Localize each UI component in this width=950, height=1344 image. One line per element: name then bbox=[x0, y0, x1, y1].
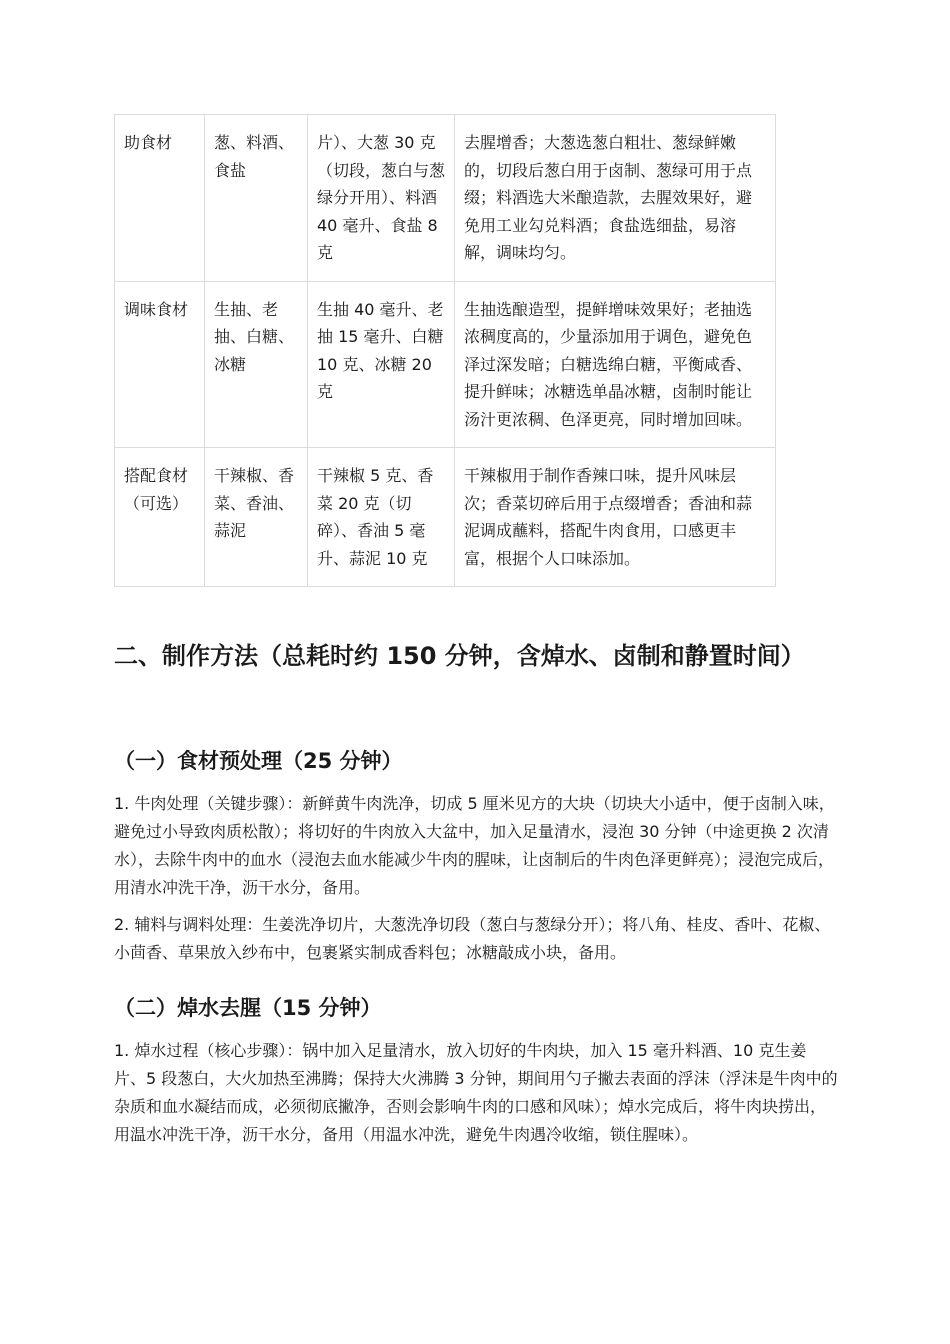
table-row bbox=[115, 281, 776, 448]
cell-ingredient: 干辣椒、香菜、香油、蒜泥 bbox=[205, 448, 308, 587]
table-row bbox=[115, 448, 776, 587]
paragraph-seasoning-prep: 2. 辅料与调料处理：生姜洗净切片，大葱洗净切段（葱白与葱绿分开）；将八角、桂皮、香叶、花椒、小茴香、草果放入纱布中，包裹紧实制成香料包；冰糖敲成小块，备用。 bbox=[114, 915, 831, 962]
cell-note: 去腥增香；大葱选葱白粗壮、葱绿鲜嫩的，切段后葱白用于卤制、葱绿可用于点缀；料酒选大米酿造款，去腥效果好，避免用工业勾兑料酒；食盐选细盐，易溶解，调味均匀。 bbox=[455, 115, 776, 282]
cell-amount: 干辣椒 5 克、香菜 20 克（切碎）、香油 5 毫升、蒜泥 10 克 bbox=[308, 448, 455, 587]
cell-amount: 生抽 40 毫升、老抽 15 毫升、白糖 10 克、冰糖 20 克 bbox=[308, 281, 455, 448]
section-heading: 二、制作方法（总耗时约 150 分钟，含焯水、卤制和静置时间） bbox=[114, 642, 805, 670]
cell-ingredient: 葱、料酒、食盐 bbox=[205, 115, 308, 282]
subsection-heading-blanch: （二）焯水去腥（15 分钟） bbox=[114, 996, 382, 1020]
cell-note: 干辣椒用于制作香辣口味，提升风味层次；香菜切碎后用于点缀增香；香油和蒜泥调成蘸料，搭配牛肉食用，口感更丰富，根据个人口味添加。 bbox=[455, 448, 776, 587]
table-row bbox=[115, 115, 776, 282]
cell-category: 调味食材 bbox=[115, 281, 205, 448]
paragraph-beef-prep: 1. 牛肉处理（关键步骤）：新鲜黄牛肉洗净，切成 5 厘米见方的大块（切块大小适中，便于卤制入味，避免过小导致肉质松散）；将切好的牛肉放入大盆中，加入足量清水，浸泡 30 分钟（中途更换 2 次清水），去除牛肉中的血水（浸泡去血水能减少牛肉的腥味，让卤制后的牛肉色泽更鲜亮）；浸泡完成后，用清水冲洗干净，沥干水分，备用。 bbox=[114, 794, 835, 897]
paragraph-blanch: 1. 焯水过程（核心步骤）：锅中加入足量清水，放入切好的牛肉块，加入 15 毫升料酒、10 克生姜片、5 段葱白，大火加热至沸腾；保持大火沸腾 3 分钟，期间用勺子撇去表面的浮沫（浮沫是牛肉中的杂质和血水凝结而成，必须彻底撇净，否则会影响牛肉的口感和风味）；焯水完成后，将牛肉块捞出，用温水冲洗干净，沥干水分，备用（用温水冲洗，避免牛肉遇冷收缩，锁住腥味）。 bbox=[114, 1041, 838, 1144]
cell-amount: 片）、大葱 30 克（切段，葱白与葱绿分开用）、料酒 40 毫升、食盐 8 克 bbox=[308, 115, 455, 282]
cell-category: 助食材 bbox=[115, 115, 205, 282]
cell-category: 搭配食材（可选） bbox=[115, 448, 205, 587]
cell-note: 生抽选酿造型，提鲜增味效果好；老抽选浓稠度高的，少量添加用于调色，避免色泽过深发暗；白糖选绵白糖，平衡咸香、提升鲜味；冰糖选单晶冰糖，卤制时能让汤汁更浓稠、色泽更亮，同时增加回味。 bbox=[455, 281, 776, 448]
subsection-heading-prep: （一）食材预处理（25 分钟） bbox=[114, 749, 403, 773]
ingredients-table bbox=[114, 114, 776, 587]
cell-ingredient: 生抽、老抽、白糖、冰糖 bbox=[205, 281, 308, 448]
